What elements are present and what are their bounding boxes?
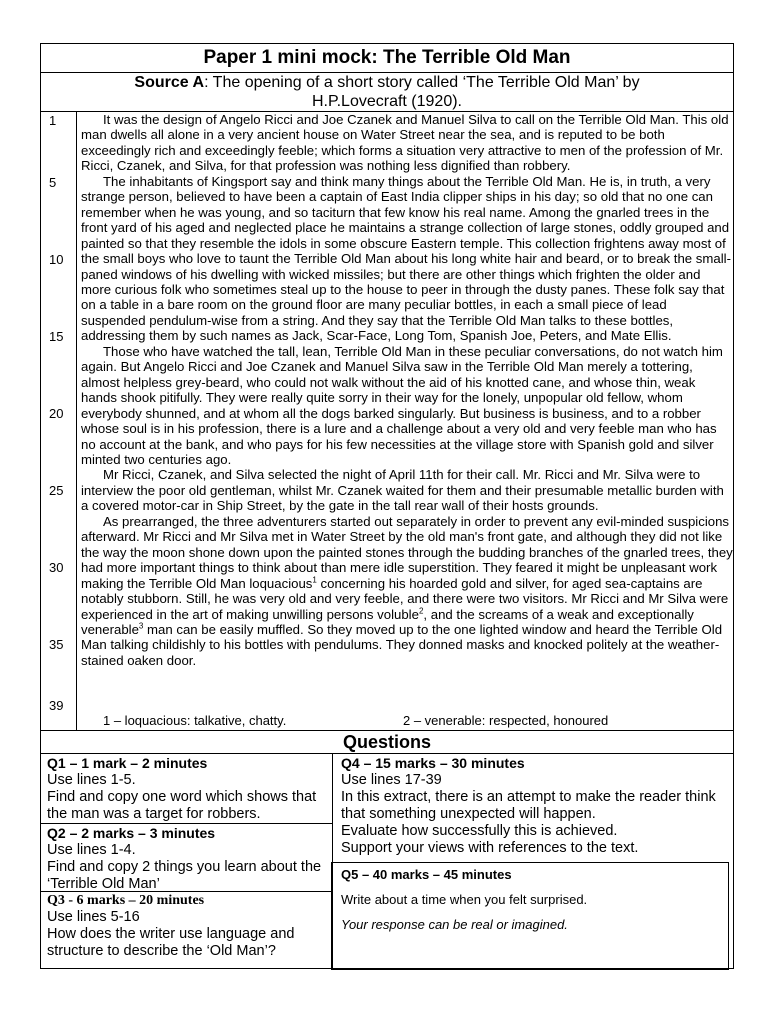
footnote-marker: 2 — [418, 606, 424, 616]
line-number: 5 — [49, 175, 57, 190]
source-text — [81, 112, 733, 668]
question-2-heading: Q2 – 2 marks – 3 minutes — [47, 825, 216, 841]
source-description: : The opening of a short story called ‘The Terrible Old Man’ by — [204, 74, 640, 91]
paragraph: The inhabitants of Kingsport say and think many things about the Terrible Old Man. He is, in truth, a very strange person, believed to have been a captain of East India clipper ships in his day; so old that no one can remember when he was young, and so taciturn that few know his real name. Among the gnarled trees in the front yard of his aged and neglected place he maintains a strange collection of large stones, oddly grouped and painted so that they resemble the idols in some obscure Eastern temple. This collection frightens away most of the small boys who love to taunt the Terrible Old Man about his long white hair and beard, or to break the small-paned windows of his dwelling with wicked missiles; but there are other things which frighten the older and more curious folk who sometimes steal up to the house to peer in through the dusty panes. These folk say that on a table in a bare room on the ground floor are many peculiar bottles, in each a small piece of lead suspended pendulum-wise from a string. And they say that the Terrible Old Man talks to these bottles, addressing them by such names as Jack, Scar-Face, Long Tom, Spanish Joe, Peters, and Mate Ellis. — [81, 173, 731, 344]
line-number: 25 — [49, 483, 64, 498]
line-number: 15 — [49, 329, 64, 344]
line-number: 1 — [49, 113, 57, 128]
question-5: Q5 – 40 marks – 45 minutes Write about a time when you felt surprised. Your response can be real or imagined. — [331, 862, 729, 970]
footnote-2: 2 – venerable: respected, honoured — [403, 713, 609, 728]
line-number: 30 — [49, 560, 64, 575]
source-label: Source A — [134, 74, 205, 91]
question-1: Q1 – 1 mark – 2 minutes Use lines 1-5. Find and copy one word which shows that the man was a target for robbers. — [41, 754, 333, 824]
paragraph: Those who have watched the tall, lean, Terrible Old Man in these peculiar conversations, do not watch him again. But Angelo Ricci and Joe Czanek and Manuel Silva saw in the Terrible Old Man merely a tottering, almost helpless grey-beard, who could not walk without the aid of his knotted cane, and whose thin, weak hands shook pitifully. They were really quite sorry in their way for the lonely, unpopular old fellow, whom everybody shunned, and at whom all the dogs barked singularly. But business is business, and to a robber whose soul is in his profession, there is a lure and a challenge about a very old and very feeble man who has no account at the bank, and who pays for his few necessities at the village store with Spanish gold and silver minted two centuries ago. — [81, 343, 723, 467]
footnote-marker: 1 — [312, 575, 317, 585]
question-4-heading: Q4 – 15 marks – 30 minutes — [341, 755, 525, 771]
page-title: Paper 1 mini mock: The Terrible Old Man — [41, 44, 733, 73]
paragraph: It was the design of Angelo Ricci and Joe Czanek and Manuel Silva to call on the Terrible Old Man. This old man dwells all alone in a very ancient house on Water Street near the sea, and is reputed to be both exceedingly rich and exceedingly feeble; which forms a situation very attractive to men of the profession of Mr. Ricci, Czanek, and Silva, for that profession was nothing less dignified than robbery. — [81, 112, 729, 174]
worksheet-frame — [40, 43, 734, 969]
question-4: Q4 – 15 marks – 30 minutes Use lines 17-39 In this extract, there is an attempt to make the reader think that something unexpected will happen. Evaluate how successfully this is achieved. Support your views with references to the text. — [333, 754, 735, 862]
source-author: H.P.Lovecraft (1920). — [311, 93, 462, 110]
line-number-column — [41, 112, 77, 730]
questions-heading: Questions — [41, 730, 733, 754]
line-number: 20 — [49, 406, 64, 421]
question-3: Q3 - 6 marks – 20 minutes Use lines 5-16 How does the writer use language and structure to describe the ‘Old Man’? — [41, 892, 333, 970]
line-number: 10 — [49, 252, 64, 267]
question-2: Q2 – 2 marks – 3 minutes Use lines 1-4. Find and copy 2 things you learn about the ‘Terrible Old Man’ — [41, 824, 333, 892]
question-5-heading: Q5 – 40 marks – 45 minutes — [341, 867, 512, 882]
footnote-marker: 3 — [138, 621, 144, 631]
paragraph: Mr Ricci, Czanek, and Silva selected the night of April 11th for their call. Mr. Ricci and Mr. Silva were to interview the poor old gentleman, whilst Mr. Czanek waited for them and their presumable metallic burden with a covered motor-car in Ship Street, by the gate in the tall rear wall of their hosts grounds. — [81, 467, 724, 514]
footnote-1: 1 – loquacious: talkative, chatty. — [103, 713, 287, 728]
source-heading — [41, 72, 733, 112]
line-number: 39 — [49, 698, 64, 713]
line-number: 35 — [49, 637, 64, 652]
question-1-heading: Q1 – 1 mark – 2 minutes — [47, 755, 208, 771]
paragraph: As prearranged, the three adventurers started out separately in order to prevent any evil-minded suspicions afterward. Mr Ricci and Mr Silva met in Water Street by the old man's front gate, and although they did not like the way the moon shone down upon the painted stones through the budding branches of the gnarled trees, they had more important things to think about than mere idle superstition. They feared it might be unpleasant work making the Terrible Old Man loquacious$^1$ concerning his hoarded gold and silver, for aged sea-captains are notably stubborn. Still, he was very old and very feeble, and there were two visitors. Mr Ricci and Mr Silva were experienced in the art of making unwilling persons voluble$^2$, and the screams of a weak and exceptionally venerable$^3$ man can be easily muffled. So they moved up to the one lighted window and heard the Terrible Old Man talking childishly to his bottles with pendulums. They donned masks and knocked politely at the weather-stained oaken door. — [81, 513, 733, 668]
question-3-heading: Q3 - 6 marks – 20 minutes — [47, 893, 205, 908]
